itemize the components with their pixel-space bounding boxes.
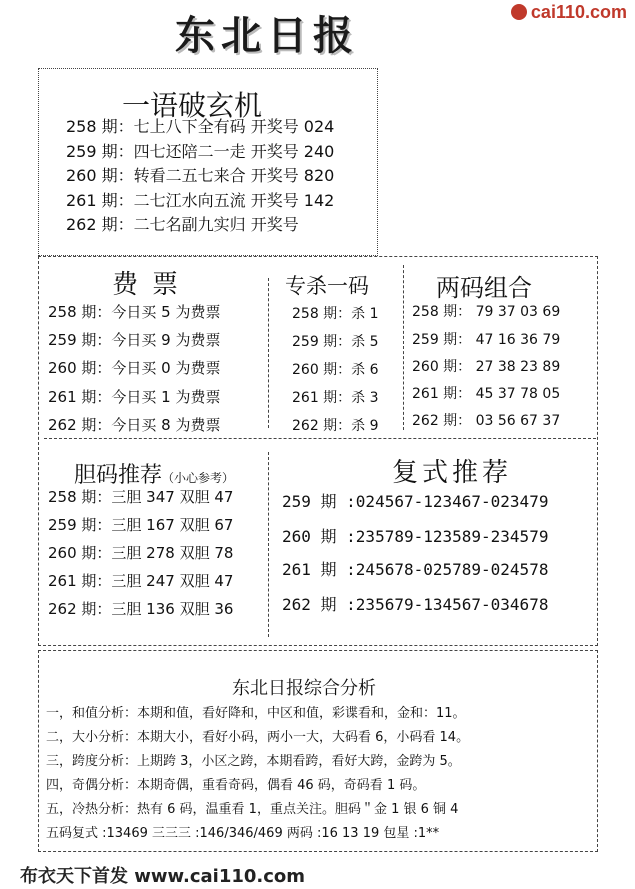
riddle-row: 259 期：四七还陪二一走 开奖号 240 <box>66 142 335 161</box>
free-ticket-row: 260 期：今日买 0 为费票 <box>48 359 221 377</box>
compound-heading: 复式推荐 <box>392 458 513 488</box>
divider <box>268 452 269 637</box>
free-ticket-row: 259 期：今日买 9 为费票 <box>48 331 221 349</box>
newspaper-title: 东北日报 <box>175 12 359 59</box>
free-ticket-row: 261 期：今日买 1 为费票 <box>48 388 221 406</box>
kill-one-row: 259 期：杀 5 <box>292 334 379 350</box>
two-code-row: 262 期： 03 56 67 37 <box>412 413 561 429</box>
two-code-row: 258 期： 79 37 03 69 <box>412 304 561 320</box>
gall-row: 258 期：三胆 347 双胆 47 <box>48 488 234 506</box>
divider <box>403 265 404 430</box>
gall-row: 259 期：三胆 167 双胆 67 <box>48 516 234 534</box>
riddle-row: 258 期：七上八下全有码 开奖号 024 <box>66 117 335 136</box>
kill-one-row: 262 期：杀 9 <box>292 418 379 434</box>
logo-icon <box>511 4 527 20</box>
two-code-row: 260 期： 27 38 23 89 <box>412 359 561 375</box>
compound-row: 262 期 :235679-134567-034678 <box>282 595 549 614</box>
analysis-heading: 东北日报综合分析 <box>232 678 376 699</box>
divider <box>268 278 269 428</box>
divider <box>44 438 596 439</box>
analysis-row: 二，大小分析：本期大小，看好小码，两小一大，大码看 6，小码看 14。 <box>46 730 470 745</box>
compound-row: 260 期 :235789-123589-234579 <box>282 527 549 546</box>
kill-one-row: 261 期：杀 3 <box>292 390 379 406</box>
two-code-row: 261 期： 45 37 78 05 <box>412 386 561 402</box>
free-ticket-row: 262 期：今日买 8 为费票 <box>48 416 221 434</box>
kill-one-row: 258 期：杀 1 <box>292 306 379 322</box>
free-ticket-row: 258 期：今日买 5 为费票 <box>48 303 221 321</box>
gall-heading <box>74 458 234 489</box>
site-name: cai110.com <box>530 2 627 22</box>
kill-one-row: 260 期：杀 6 <box>292 362 379 378</box>
kill-one-heading: 专杀一码 <box>285 274 369 298</box>
compound-row: 259 期 :024567-123467-023479 <box>282 492 549 511</box>
analysis-row: 五，冷热分析：热有 6 码，温重看 1，重点关注。胆码＂金 1 银 6 铜 4 <box>46 802 459 817</box>
gall-heading-text: 胆码推荐 <box>74 463 163 488</box>
analysis-row: 四，奇偶分析：本期奇偶，重看奇码，偶看 46 码，奇码看 1 码。 <box>46 778 426 793</box>
analysis-row: 五码复式 :13469 三三三 :146/346/469 两码 :16 13 19 包星 :1** <box>46 826 440 841</box>
analysis-row: 一，和值分析：本期和值，看好降和，中区和值，彩谍看和，金和：11。 <box>46 706 466 721</box>
footer-text: 布衣天下首发 www.cai110.com <box>20 866 306 887</box>
riddle-heading: 一语破玄机 <box>122 89 263 122</box>
compound-row: 261 期 :245678-025789-024578 <box>282 560 549 579</box>
two-code-row: 259 期： 47 16 36 79 <box>412 332 561 348</box>
riddle-row: 260 期：转看二五七来合 开奖号 820 <box>66 166 335 185</box>
free-ticket-heading: 费票 <box>112 270 193 300</box>
two-code-heading: 两码组合 <box>436 274 532 302</box>
gall-note: （小心参考） <box>162 471 235 485</box>
riddle-row: 261 期：二七江水向五流 开奖号 142 <box>66 191 335 210</box>
site-logo <box>511 2 627 23</box>
riddle-row: 262 期：二七名副九实归 开奖号 <box>66 215 299 234</box>
analysis-row: 三，跨度分析：上期跨 3，小区之跨，本期看跨，看好大跨，金跨为 5。 <box>46 754 461 769</box>
gall-row: 262 期：三胆 136 双胆 36 <box>48 600 234 618</box>
gall-row: 260 期：三胆 278 双胆 78 <box>48 544 234 562</box>
gall-row: 261 期：三胆 247 双胆 47 <box>48 572 234 590</box>
